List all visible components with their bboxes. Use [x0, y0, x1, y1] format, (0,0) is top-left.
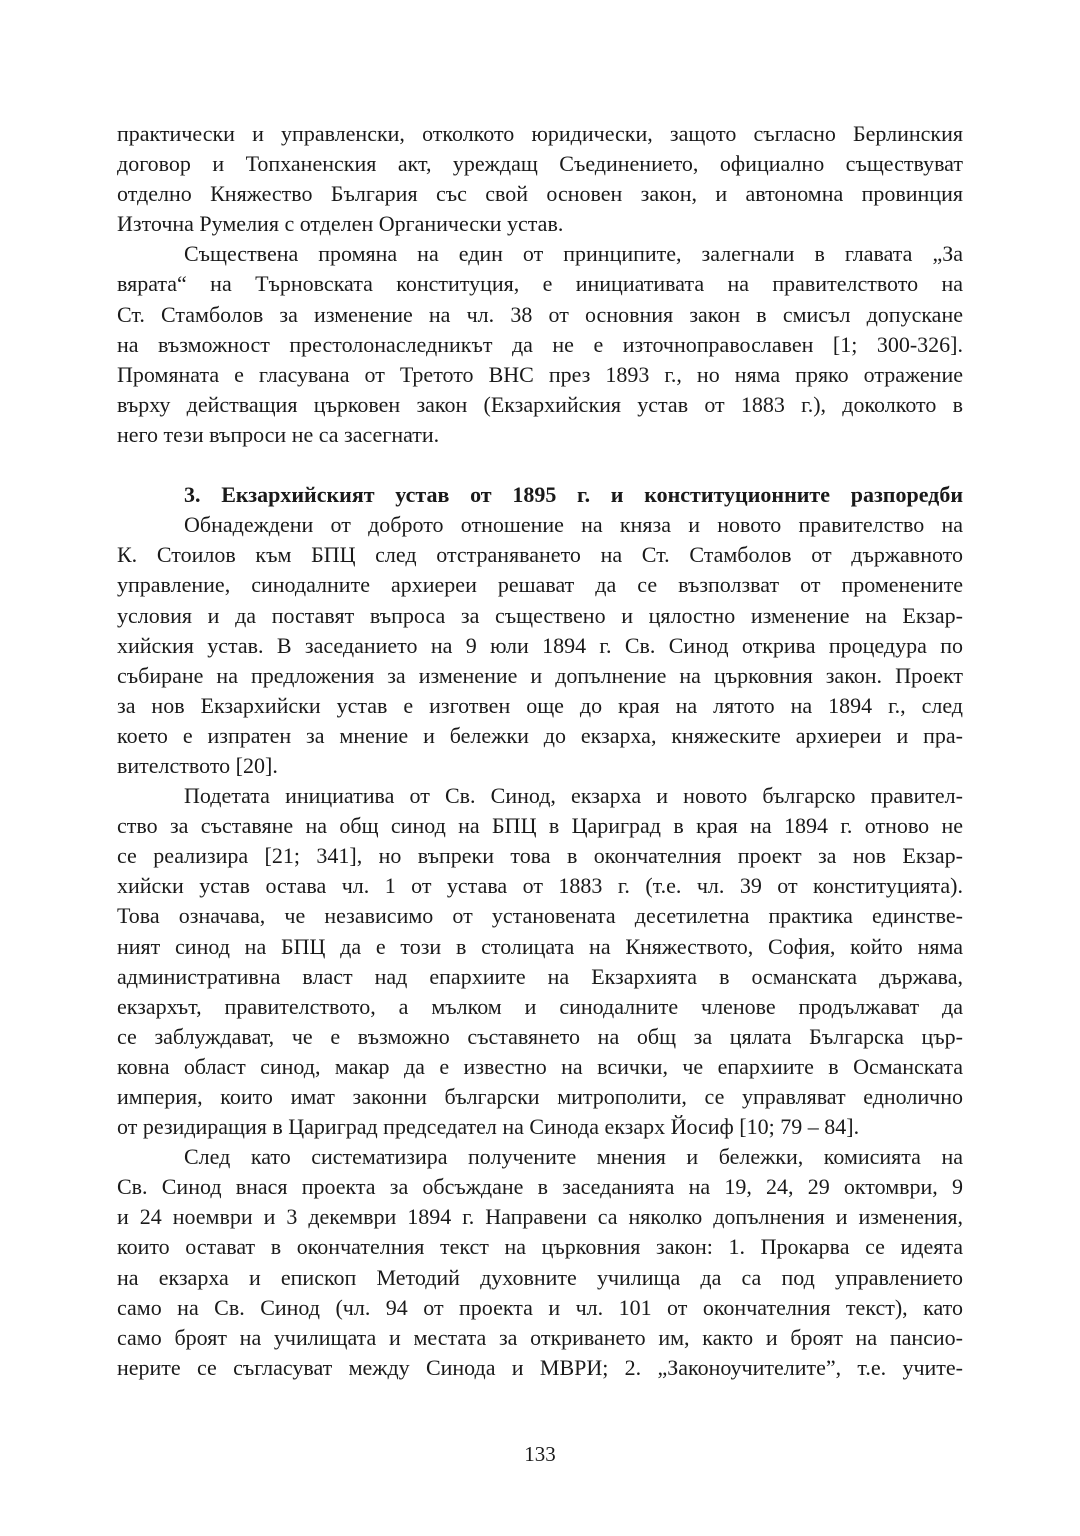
text-line: Подетата инициатива от Св. Синод, екзарха и новото българско правител-: [184, 783, 963, 809]
text-line: договор и Топханенския акт, уреждащ Съединението, официално съществуват: [117, 151, 963, 177]
text-line: Ст. Стамболов за изменение на чл. 38 от основния закон в смисъл допускане: [117, 301, 963, 327]
blank-line: [117, 450, 963, 480]
text-line: Това означава, че независимо от установената десетилетна практика единстве-: [117, 903, 963, 929]
text-line: събиране на предложения за изменение и допълнение на църковния закон. Проект: [117, 662, 963, 688]
text-line: управление, синодалните архиереи решават да се възползват от променените: [117, 572, 963, 598]
text-line: ният синод на БПЦ да е този в столицата на Княжеството, София, който няма: [117, 933, 963, 959]
text-line: се заблуждават, че е възможно съставянето на общ за цялата Българска цър-: [117, 1023, 963, 1049]
text-line: Съществена промяна на един от принципите, залегнали в главата „За: [184, 241, 963, 267]
page-number: 133: [524, 1442, 556, 1466]
text-line: на възможност престолонаследникът да не е източноправославен [1; 300-326].: [117, 331, 963, 357]
text-line: практически и управленски, отколкото юридически, защото съгласно Берлинския: [117, 121, 963, 146]
text-line: К. Стоилов към БПЦ след отстраняването на Ст. Стамболов от държавното: [117, 542, 963, 568]
text-line: 3. Екзархийският устав от 1895 г. и конституционните разпоредби: [184, 482, 963, 508]
text-line: Обнадеждени от доброто отношение на княза и новото правителство на: [184, 512, 963, 538]
text-line: Св. Синод внася проекта за обсъждане в заседанията на 19, 24, 29 октомври, 9: [117, 1174, 963, 1200]
text-line: на екзарха и епископ Методий духовните училища да са под управлението: [117, 1264, 963, 1290]
text-line: ство за съставяне на общ синод на БПЦ в Цариград в края на 1894 г. отново не: [117, 813, 963, 839]
text-line: империя, които имат законни български митрополити, се управляват еднолично: [117, 1084, 963, 1109]
text-line: отделно Княжество България със свой основен закон, и автономна провинция: [117, 181, 963, 207]
text-line: само броят на училищата и местата за откриването им, както и броят на пансио-: [117, 1324, 963, 1350]
text-line: Промяната е гласувана от Третото ВНС през 1893 г., но няма пряко отражение: [117, 361, 963, 387]
paragraph: [117, 781, 963, 1142]
text-line: ковна област синод, макар да е известно на всички, че епархиите в Османската: [117, 1053, 963, 1079]
text-line: които остават в окончателния текст на църковния закон: 1. Прокарва се идеята: [117, 1234, 963, 1260]
paragraph: [117, 510, 963, 781]
paragraph: [117, 239, 963, 450]
text-line: След като систематизира получените мнения и бележки, комисията на: [184, 1144, 963, 1170]
text-line: хийския устав. В заседанието на 9 юли 1894 г. Св. Синод открива процедура по: [117, 632, 963, 658]
text-line: него тези въпроси не са засегнати.: [117, 421, 440, 447]
text-line: върху действащия църковен закон (Екзархийския устав от 1883 г.), доколкото в: [117, 391, 963, 417]
paragraph: [117, 1142, 963, 1383]
text-line: хийски устав остава чл. 1 от устава от 1883 г. (т.е. чл. 39 от конституцията).: [117, 873, 963, 899]
text-line: което е изпратен за мнение и бележки до екзарха, княжеските архиереи и пра-: [117, 722, 963, 748]
text-line: Източна Румелия с отделен Органически устав.: [117, 211, 564, 237]
text-line: условия и да поставят въпроса за съществено и цялостно изменение на Екзар-: [117, 602, 963, 628]
text-line: екзархът, правителството, а мълком и синодалните членове продължават да: [117, 993, 963, 1019]
paragraph: [117, 119, 963, 239]
text-line: се реализира [21; 341], но въпреки това в окончателния проект за нов Екзар-: [117, 843, 963, 869]
text-line: нерите се съгласуват между Синода и МВРИ; 2. „Законоучителите”, т.е. учите-: [117, 1354, 963, 1380]
text-line: вярата“ на Търновската конституция, е инициативата на правителството на: [117, 271, 963, 297]
text-line: и 24 ноември и 3 декември 1894 г. Направени са няколко допълнения и изменения,: [117, 1204, 963, 1230]
text-line: административна власт над епархиите на Екзархията в османската държава,: [117, 963, 963, 989]
text-line: само на Св. Синод (чл. 94 от проекта и чл. 101 от окончателния текст), като: [117, 1294, 963, 1320]
text-line: за нов Екзархийски устав е изготвен още до края на лятото на 1894 г., след: [117, 692, 963, 718]
text-line: вителството [20].: [117, 752, 278, 778]
section-heading: [117, 480, 963, 510]
text-line: от резидиращия в Цариград председател на Синода екзарх Йосиф [10; 79 – 84].: [117, 1114, 860, 1140]
page-body: [117, 119, 963, 1383]
